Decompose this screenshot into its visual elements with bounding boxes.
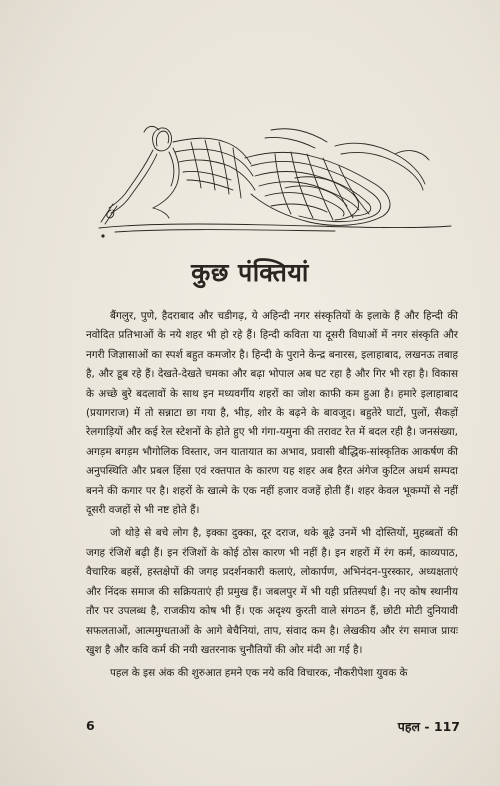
page-footer [86, 718, 460, 738]
figure-writing-sketch-icon [95, 118, 455, 243]
paragraph: जो थोड़े से बचे लोग है, इक्का दुक्का, दूर दराज, थके बूढ़े उनमें भी दोस्तियों, मुहब्बतों की जगह रंजिशें बढ़ी हैं। इन रंजिशों के कोई ठोस कारण भी नहीं है। इन शहरों में रंग कर्म, काव्यपाठ, वैचारिक बहसें, हस्तक्षेपों की जगह प्रदर्शनकारी कलाएं, लोकार्पण, अभिनंदन-पुरस्कार, अध्यक्षताएं और निंदक समाज की सक्रियताएं ही प्रमुख हैं। जबलपुर में भी यही प्रतिस्पर्धा है। नए कोष स्थानीय तौर पर उपलब्ध है, राजकीय कोष भी हैं। एक अदृश्य कुरती वाले संगठन हैं, छोटी मोटी दुनियावी सफलताओं, आत्ममुग्धताओं के आगे बेचैनियां, ताप, संवाद कम है। लेखकीय और रंग समाज प्रायः खुश है और कवि कर्म की नयी खतरनाक चुनौतियों की ओर मंदी आ गई है। [86, 527, 458, 656]
page-number-left: 6 [86, 718, 95, 733]
article-body [86, 307, 458, 684]
page-title: कुछ पंक्तियां [191, 258, 309, 287]
paragraph: पहल के इस अंक की शुरुआत हमने एक नये कवि विचारक, नौकरीपेशा युवक के [110, 667, 408, 680]
page-number-right: पहल - 117 [397, 719, 460, 734]
paragraph: बैंगलुर, पुणे, हैदराबाद और चडीगढ़, ये अहिन्दी नगर संस्कृतियों के इलाके हैं और हिन्दी की नवोदित प्रतिभाओं के नये शहर भी हो रहे हैं। हिन्दी कविता या दूसरी विधाओं में नगर संस्कृति और नगरी जिज्ञासाओं का स्पर्श बहुत कमजोर है। हिन्दी के पुराने केन्द्र बनारस, इलाहाबाद, लखनऊ तबाह है, और डूब रहे हैं। देखते-देखते चमका और बढ़ा भोपाल अब घट रहा है और गिर भी रहा है। विकास के अच्छे बुरे बदलावों के साथ इन मध्यवर्गीय शहरों का जोश काफी कम हुआ है। हमारे इलाहाबाद (प्रयागराज) में तो सन्नाटा छा गया है, भीड़, शोर के बढ़ने के बावजूद। बहुतेरे घाटों, पुलों, सैकड़ों रेलगाड़ियों और कई रेल स्टेशनों के होते हुए भी गंगा-यमुना की तरावट रेत में बदल रही है। जनसंख्या, अगड़म बगड़म भौगोलिक विस्तार, जन यातायात का अभाव, प्रवासी बौद्धिक-सांस्कृतिक आकर्षण की अनुपस्थिति और प्रबल हिंसा एवं रक्तपात के कारण यह शहर अब हैरत अंगेज कुटिल अधर्म सम्पदा बनने की कगार पर है। शहरों के खात्मे के एक नहीं हजार वजहें होती हैं। शहर केवल भूकम्पों से नहीं दूसरी वजहों से भी नष्ट होते हैं। [86, 310, 458, 517]
